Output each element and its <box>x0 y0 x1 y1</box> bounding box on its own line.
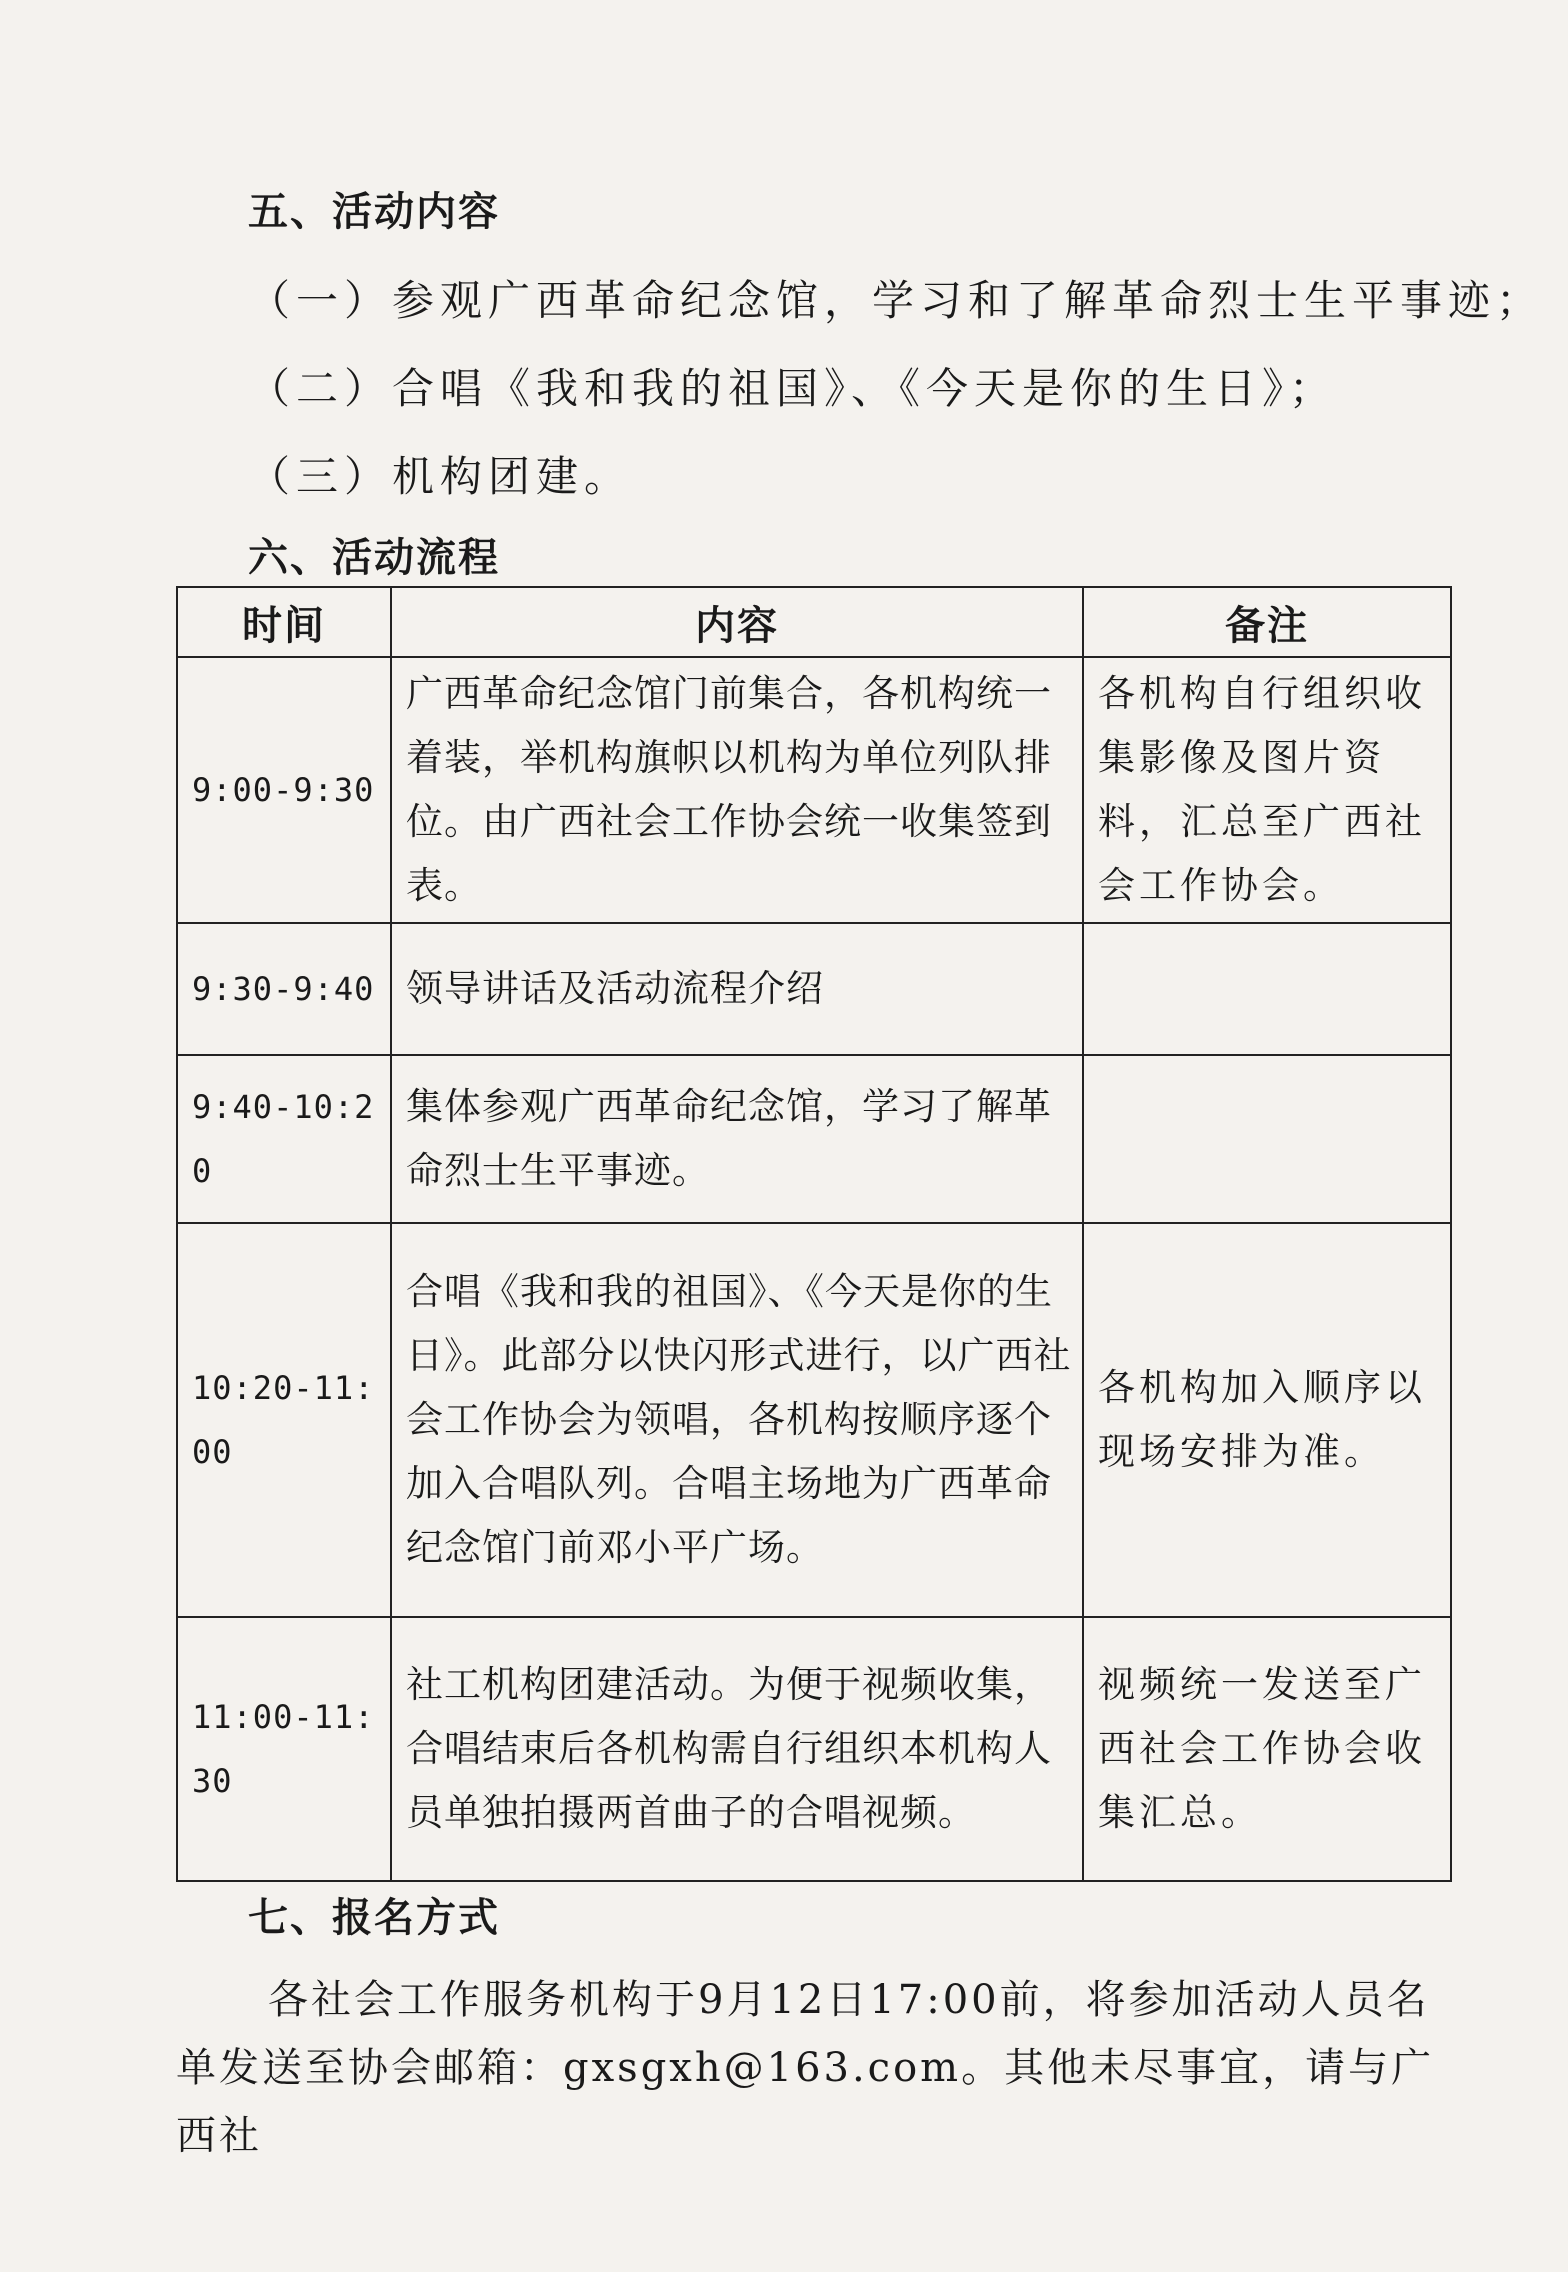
row-content: 集体参观广西革命纪念馆，学习了解革命烈士生平事迹。 <box>391 1055 1083 1223</box>
header-time: 时间 <box>177 587 391 657</box>
table-row <box>177 1223 1451 1617</box>
activity-item-1: （一）参观广西革命纪念馆，学习和了解革命烈士生平事迹； <box>248 276 1545 325</box>
row-note: 视频统一发送至广西社会工作协会收集汇总。 <box>1083 1617 1451 1881</box>
row-time: 9:30-9:40 <box>177 923 391 1055</box>
section7-heading: 七、报名方式 <box>248 1895 500 1941</box>
section6-heading: 六、活动流程 <box>248 535 500 581</box>
row-note <box>1083 923 1451 1055</box>
row-content: 社工机构团建活动。为便于视频收集，合唱结束后各机构需自行组织本机构人员单独拍摄两首曲子的合唱视频。 <box>391 1617 1083 1881</box>
row-time: 10:20-11:00 <box>177 1223 391 1617</box>
row-note <box>1083 1055 1451 1223</box>
row-time: 9:40-10:20 <box>177 1055 391 1223</box>
row-note: 各机构加入顺序以现场安排为准。 <box>1083 1223 1451 1617</box>
table-header-row <box>177 587 1451 657</box>
table-row <box>177 923 1451 1055</box>
schedule-table <box>176 586 1452 1882</box>
table-row <box>177 657 1451 923</box>
row-content: 领导讲话及活动流程介绍 <box>391 923 1083 1055</box>
section5-heading: 五、活动内容 <box>248 189 500 235</box>
row-time: 11:00-11:30 <box>177 1617 391 1881</box>
header-note: 备注 <box>1083 587 1451 657</box>
activity-item-2: （二）合唱《我和我的祖国》、《今天是你的生日》； <box>248 364 1338 413</box>
row-content: 广西革命纪念馆门前集合，各机构统一着装，举机构旗帜以机构为单位列队排位。由广西社会工作协会统一收集签到表。 <box>391 657 1083 923</box>
row-note: 各机构自行组织收集影像及图片资料，汇总至广西社会工作协会。 <box>1083 657 1451 923</box>
row-content: 合唱《我和我的祖国》、《今天是你的生日》。此部分以快闪形式进行，以广西社会工作协会为领唱，各机构按顺序逐个加入合唱队列。合唱主场地为广西革命纪念馆门前邓小平广场。 <box>391 1223 1083 1617</box>
row-time: 9:00-9:30 <box>177 657 391 923</box>
table-row <box>177 1055 1451 1223</box>
signup-paragraph: 各社会工作服务机构于9月12日17:00前，将参加活动人员名单发送至协会邮箱：gxsgxh@163.com。其他未尽事宜，请与广西社 <box>176 1977 1435 2159</box>
activity-item-3: （三）机构团建。 <box>248 452 633 501</box>
table-row <box>177 1617 1451 1881</box>
header-content: 内容 <box>391 587 1083 657</box>
